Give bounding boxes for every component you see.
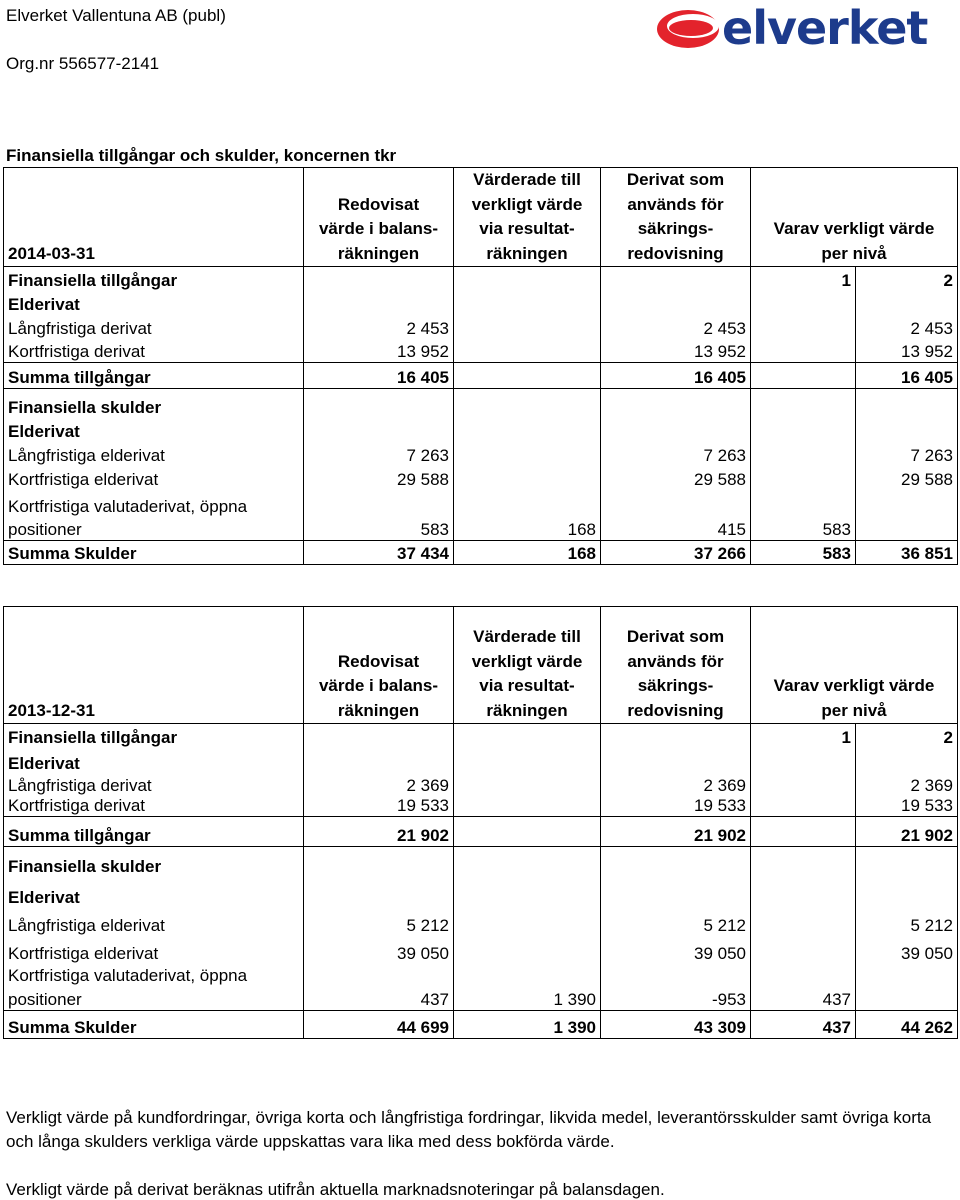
table-row: Summa tillgångar 16 405 16 405 16 405 <box>4 363 958 389</box>
footnote-derivatives: Verkligt värde på derivat beräknas utifrån aktuella marknadsnoteringar på balansdagen. <box>6 1180 665 1199</box>
table-row: Finansiella skulder <box>4 846 958 877</box>
table-row: Summa tillgångar 21 902 21 902 21 902 <box>4 816 958 846</box>
table-2013 <box>3 606 958 1039</box>
table-row: Kortfristiga valutaderivat, öppna <box>4 490 958 517</box>
table-row: Elderivat <box>4 418 958 442</box>
table-row: Elderivat <box>4 291 958 315</box>
table-row: Finansiella tillgångar 1 2 <box>4 724 958 748</box>
header-varderade: Värderade till verkligt värde via resultat- räkningen <box>454 168 601 267</box>
table-row: Långfristiga elderivat 7 263 7 263 7 263 <box>4 442 958 466</box>
section-title: Finansiella tillgångar och skulder, koncernen tkr <box>6 146 397 165</box>
header-varav: Varav verkligt värde per nivå <box>751 607 958 724</box>
header-date: 2014-03-31 <box>4 168 304 267</box>
header-varderade: Värderade till verkligt värde via resultat- räkningen <box>454 607 601 724</box>
org-number: Org.nr 556577-2141 <box>6 54 160 73</box>
table-header <box>4 168 958 267</box>
header-date: 2013-12-31 <box>4 607 304 724</box>
logo-text: elverket <box>722 1 928 55</box>
table-row: Långfristiga elderivat 5 212 5 212 5 212 <box>4 908 958 936</box>
table-row: positioner 437 1 390 -953 437 <box>4 986 958 1010</box>
table-row: Finansiella tillgångar 1 2 <box>4 267 958 291</box>
header-derivat: Derivat som används för säkrings- redovisning <box>601 607 751 724</box>
table-row: Finansiella skulder <box>4 389 958 418</box>
header-redovisat: Redovisat värde i balans- räkningen <box>304 168 454 267</box>
table-row: Långfristiga derivat 2 453 2 453 2 453 <box>4 315 958 339</box>
table-row: Elderivat <box>4 748 958 774</box>
table-row: Kortfristiga valutaderivat, öppna <box>4 964 958 986</box>
elverket-logo <box>655 1 930 55</box>
header-varav: Varav verkligt värde per nivå <box>751 168 958 267</box>
header-derivat: Derivat som används för säkrings- redovisning <box>601 168 751 267</box>
company-name: Elverket Vallentuna AB (publ) <box>6 6 226 25</box>
table-row: Kortfristiga derivat 19 533 19 533 19 533 <box>4 796 958 817</box>
header-redovisat: Redovisat värde i balans- räkningen <box>304 607 454 724</box>
table-row: Långfristiga derivat 2 369 2 369 2 369 <box>4 774 958 796</box>
table-row: Kortfristiga elderivat 39 050 39 050 39 050 <box>4 936 958 964</box>
table-row: Summa Skulder 44 699 1 390 43 309 437 44 262 <box>4 1010 958 1038</box>
table-row: Kortfristiga derivat 13 952 13 952 13 952 <box>4 339 958 363</box>
table-row: Elderivat <box>4 877 958 908</box>
footnote-fair-value: Verkligt värde på kundfordringar, övriga korta och långfristiga fordringar, likvida medel, leverantörsskulder samt övriga korta och långa skulders verkliga värde uppskattas vara lika med dess bokförda värde. <box>6 1108 932 1151</box>
table-header <box>4 607 958 724</box>
logo-swoosh-icon <box>655 4 725 54</box>
table-row: positioner 583 168 415 583 <box>4 517 958 541</box>
table-row: Summa Skulder 37 434 168 37 266 583 36 851 <box>4 541 958 565</box>
table-2014 <box>3 167 958 565</box>
table-row: Kortfristiga elderivat 29 588 29 588 29 588 <box>4 466 958 490</box>
